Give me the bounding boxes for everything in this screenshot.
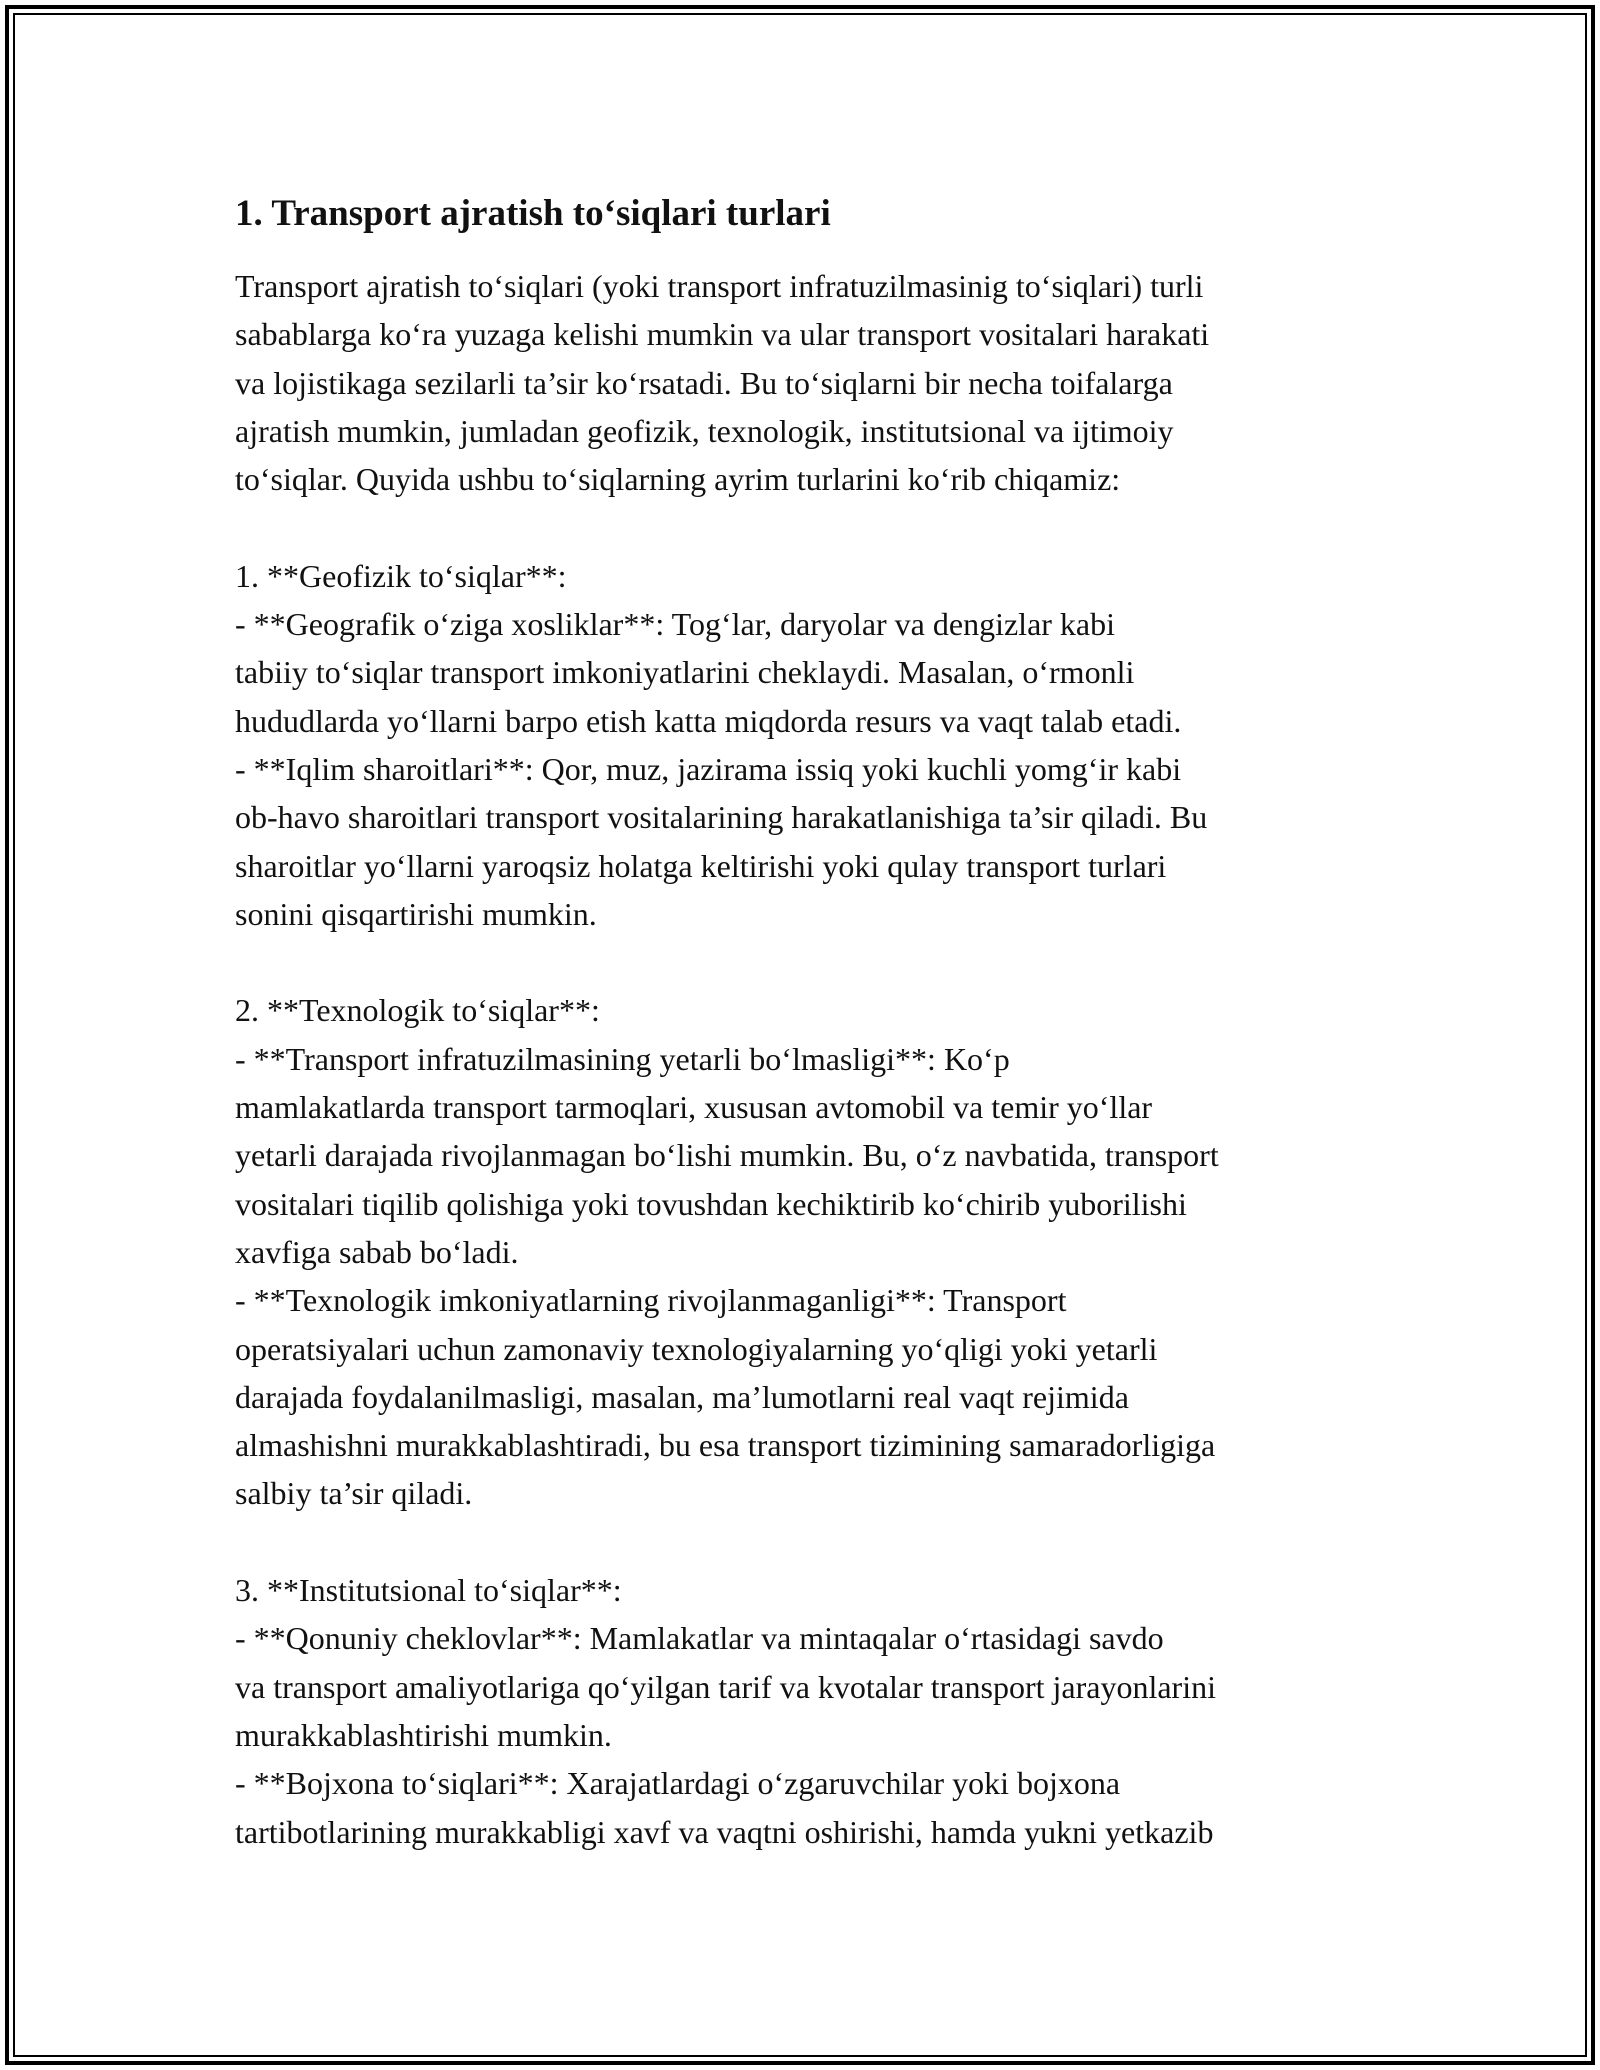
list-item-title: 3. **Institutsional to‘siqlar**: (235, 1572, 622, 1609)
text-line: tartibotlarining murakkabligi xavf va vaqtni oshirishi, hamda yukni yetkazib (235, 1813, 1214, 1850)
text-line: sharoitlar yo‘llarni yaroqsiz holatga keltirishi yoki qulay transport turlari (235, 847, 1167, 884)
text-line: - **Geografik o‘ziga xosliklar**: Tog‘lar, daryolar va dengizlar kabi (235, 606, 1116, 643)
text-line: to‘siqlar. Quyida ushbu to‘siqlarning ayrim turlarini ko‘rib chiqamiz: (235, 461, 1121, 498)
text-line: - **Qonuniy cheklovlar**: Mamlakatlar va mintaqalar o‘rtasidagi savdo (235, 1620, 1164, 1657)
text-line: salbiy ta’sir qiladi. (235, 1475, 473, 1512)
blank-line (235, 938, 1385, 986)
text-line: hududlarda yo‘llarni barpo etish katta miqdorda resurs va vaqt talab etadi. (235, 702, 1182, 739)
list-item-title: 2. **Texnologik to‘siqlar**: (235, 992, 600, 1029)
text-line: sonini qisqartirishi mumkin. (235, 895, 597, 932)
text-line: - **Transport infratuzilmasining yetarli bo‘lmasligi**: Ko‘p (235, 1040, 1010, 1077)
institutsional-section (235, 1566, 1385, 1856)
document-body (235, 188, 1385, 1856)
text-line: mamlakatlarda transport tarmoqlari, xususan avtomobil va temir yo‘llar (235, 1089, 1153, 1126)
text-line: Transport ajratish to‘siqlari (yoki transport infratuzilmasinig to‘siqlari) turli (235, 268, 1204, 304)
geofizik-section (235, 552, 1385, 938)
text-line: - **Iqlim sharoitlari**: Qor, muz, jazirama issiq yoki kuchli yomg‘ir kabi (235, 750, 1182, 787)
text-line: ajratish mumkin, jumladan geofizik, texnologik, institutsional va ijtimoiy (235, 412, 1174, 449)
text-line: xavfiga sabab bo‘ladi. (235, 1233, 519, 1270)
text-line: tabiiy to‘siqlar transport imkoniyatlarini cheklaydi. Masalan, o‘rmonli (235, 654, 1135, 691)
text-line: darajada foydalanilmasligi, masalan, ma’lumotlarni real vaqt rejimida (235, 1378, 1129, 1415)
section-heading: 1. Transport ajratish to‘siqlari turlari (235, 193, 831, 234)
text-line: vositalari tiqilib qolishiga yoki tovushdan kechiktirib ko‘chirib yuborilishi (235, 1185, 1187, 1222)
text-line: murakkablashtirishi mumkin. (235, 1716, 612, 1753)
text-line: almashishni murakkablashtiradi, bu esa transport tizimining samaradorligiga (235, 1427, 1216, 1464)
text-line: operatsiyalari uchun zamonaviy texnologiyalarning yo‘qligi yoki yetarli (235, 1330, 1158, 1367)
blank-line (235, 1518, 1385, 1566)
intro-paragraph (235, 262, 1385, 503)
text-line: va lojistikaga sezilarli ta’sir ko‘rsatadi. Bu to‘siqlarni bir necha toifalarga (235, 364, 1173, 401)
text-line: va transport amaliyotlariga qo‘yilgan tarif va kvotalar transport jarayonlarini (235, 1668, 1216, 1705)
text-line: sabablarga ko‘ra yuzaga kelishi mumkin va ular transport vositalari harakati (235, 316, 1210, 353)
texnologik-section (235, 986, 1385, 1517)
list-item-title: 1. **Geofizik to‘siqlar**: (235, 557, 567, 594)
text-line: - **Bojxona to‘siqlari**: Xarajatlardagi o‘zgaruvchilar yoki bojxona (235, 1765, 1121, 1802)
text-line: ob-havo sharoitlari transport vositalarining harakatlanishiga ta’sir qiladi. Bu (235, 799, 1208, 836)
text-line: yetarli darajada rivojlanmagan bo‘lishi mumkin. Bu, o‘z navbatida, transport (235, 1137, 1219, 1174)
blank-line (235, 503, 1385, 551)
text-line: - **Texnologik imkoniyatlarning rivojlanmaganligi**: Transport (235, 1282, 1067, 1319)
